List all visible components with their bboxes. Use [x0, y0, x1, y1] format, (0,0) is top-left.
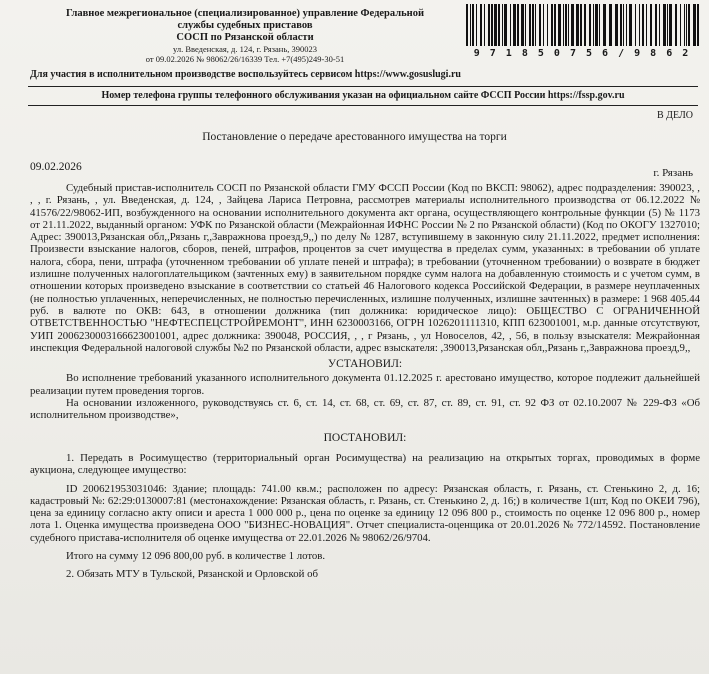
barcode [462, 4, 702, 64]
file-stamp: В ДЕЛО [657, 110, 693, 121]
barcode-bar [551, 4, 553, 46]
barcode-bar [558, 4, 561, 46]
barcode-bar [470, 4, 471, 46]
issuer-header [40, 8, 450, 64]
barcode-bar [529, 4, 531, 46]
barcode-bar [623, 4, 624, 46]
barcode-bar [595, 4, 598, 46]
barcode-bar [599, 4, 600, 46]
lot-block [30, 483, 700, 544]
barcode-bar [669, 4, 672, 46]
total-paragraph: Итого на сумму 12 096 800,00 руб. в количестве 1 лотов. [66, 550, 326, 563]
barcode-bar [491, 4, 493, 46]
gosuslugi-notice: Для участия в исполнительном производстве воспользуйтесь сервисом https://www.gosuslugi.ru [30, 69, 461, 80]
item-1-paragraph: 1. Передать в Росимущество (территориальный орган Росимущества) на реализацию на открытых торгах, проводимых в форме аукциона, следующее имущество: [30, 451, 700, 477]
header-line-3: СОСП по Рязанской области [176, 32, 314, 43]
basis-paragraph: На основании изложенного, руководствуясь ст. 6, ст. 14, ст. 68, ст. 69, ст. 87, ст. 89, ст. 91, ст. 92 ФЗ от 02.10.2007 № 229-ФЗ «Об исполнительном производстве», [30, 397, 700, 422]
barcode-bar [532, 4, 534, 46]
barcode-bar [693, 4, 696, 46]
barcode-bar [650, 4, 652, 46]
barcode-bar [584, 4, 586, 46]
barcode-bar [675, 4, 677, 46]
barcode-bar [510, 4, 511, 46]
barcode-bar [539, 4, 541, 46]
barcode-bar [571, 4, 574, 46]
barcode-bar [525, 4, 526, 46]
header-line-2: службы судебных приставов [177, 20, 313, 31]
barcode-bar [554, 4, 556, 46]
barcode-bar [659, 4, 660, 46]
barcode-bar [615, 4, 618, 46]
header-reference: от 09.02.2026 № 98062/26/16339 Тел. +7(495)249-30-51 [145, 54, 345, 64]
postanovil-heading: ПОСТАНОВИЛ: [323, 431, 407, 444]
item-2-paragraph: 2. Обязать МТУ в Тульской, Рязанской и Орловской об [66, 568, 318, 581]
barcode-bar [565, 4, 567, 46]
barcode-bar [484, 4, 485, 46]
barcode-bar [603, 4, 606, 46]
barcode-bar [504, 4, 507, 46]
document-date: 09.02.2026 [30, 161, 82, 173]
barcode-bar [568, 4, 569, 46]
barcode-bar [684, 4, 685, 46]
barcode-bar [502, 4, 503, 46]
barcode-bar [688, 4, 690, 46]
phone-notice: Номер телефона группы телефонного обслуживания указан на официальном сайте ФССП России https://fssp.gov.ru [28, 86, 698, 106]
barcode-bar [476, 4, 477, 46]
barcode-bar [494, 4, 497, 46]
barcode-bar [472, 4, 474, 46]
barcode-bar [563, 4, 564, 46]
barcode-bar [663, 4, 666, 46]
header-address: ул. Введенская, д. 124, г. Рязань, 390023 [173, 44, 317, 54]
barcode-bar [466, 4, 468, 46]
barcode-bar [609, 4, 612, 46]
barcode-bar [480, 4, 482, 46]
barcode-bar [521, 4, 524, 46]
header-line-1: Главное межрегиональное (специализированное) управление Федеральной [65, 8, 425, 19]
barcode-bar [589, 4, 591, 46]
barcode-bar [667, 4, 668, 46]
barcode-bar [635, 4, 636, 46]
document-city: г. Рязань [653, 167, 693, 179]
intro-paragraph: Судебный пристав-исполнитель СОСП по Рязанской области ГМУ ФССП России (Код по ВКСП: 98062), адрес подразделения: 390023, , , , г. Рязань, , ул. Введенская, д. 124, , Зайцева Лариса Петровна, рассмотрев материалы исполнительного производства от 06.12.2022 № 41576/22/98062-ИП, возбужденного на основании исполнительного документа акт органа, осуществляющего контрольные функции (5) № 1173 от 21.11.2022, выданный органом: УФК по Рязанской области (Межрайонная ИФНС России № 2 по Рязанской области) (Код по ОКОГУ 1327010; Адрес: 390013,Рязанская обл,,Рязань г,,Завражнова проезд,9,,) по делу № 1287, вступившему в законную силу 21.11.2022, предмет исполнения: Произвести взыскание налогов, сборов, пеней, штрафов, процентов за счет имущества в пределах сумм, указанных: в требовании об уплате налога, сбора, пени, штрафа (уточненном требовании об уплате пеней и штрафа); в требовании (уточненном требовании) о возврате в бюджет излишне полученных налогоплательщиком (зачтенных ему) в заявительном порядке сумм налога на добавленную стоимость и с учетом сумм, в отношении которых произведено взыскание в соответствии со статьей 46 Налогового кодекса Российской Федерации, в размере неуплаченных (не полностью уплаченных, неперечисленных, не полностью перечисленных, излишне полученных, излишне зачтенных) в размере: 1 968 405.44 руб. в валюте по ОКВ: 643, в отношении должника (тип должника: юридическое лицо): ОБЩЕСТВО С ОГРАНИЧЕННОЙ ОТВЕТСТВЕННОСТЬЮ "НЕФТЕСПЕЦСТРОЙРЕМОНТ", ИНН 6230003166, ОГРН 1026201111310, КПП 623001001, м.р. данные отсутствуют, УИП 2006230003166623001001, адрес должника: 390048, РОССИЯ, , , г Рязань, , ул Новоселов, 42, , 56, в пользу взыскателя: Межрайонная инспекция Федеральной налоговой службы №2 по Рязанской области, адрес взыскателя: ,390013,Рязанская обл,,Рязань г,,Завражнова проезд,9,, [30, 182, 700, 354]
barcode-bar [680, 4, 681, 46]
barcode-bar [576, 4, 579, 46]
barcode-bar [639, 4, 640, 46]
barcode-bar [543, 4, 544, 46]
barcode-bar [580, 4, 582, 46]
barcode-bar [642, 4, 644, 46]
ustanovil-heading: УСТАНОВИЛ: [327, 358, 403, 371]
barcode-bar [655, 4, 657, 46]
barcode-bar [513, 4, 516, 46]
barcode-bar [517, 4, 519, 46]
barcode-bar [547, 4, 548, 46]
barcode-bar [593, 4, 594, 46]
barcode-bar [646, 4, 647, 46]
barcode-bar [498, 4, 500, 46]
barcode-bar [620, 4, 622, 46]
document-body [30, 182, 700, 581]
lot-description: ID 200621953031046: Здание; площадь: 741.00 кв.м.; расположен по адресу: Рязанская область, г. Рязань, ст. Стенькино 2, д. 16; кадастровый №: 62:29:0130007:81 (местонахождение: Рязанская область, г. Рязань, ст. Стенькино 2, д. 16;) в количестве 1(шт, Код по ОКЕИ 796), цена за единицу согласно акту описи и ареста 1 000 000 р., цена по оценке за единицу 12 096 800 р., стоимость по оценке 12 096 800 р., номер лота 1. Оценка имущества произведена ООО "БИЗНЕС-НОВАЦИЯ". Отчет специалиста-оценщика от 20.01.2026 № 772/14592. Постановление судебного пристава-исполнителя об оценке имущества от 22.01.2026 № 98062/26/9704. [30, 482, 700, 544]
ustanovil-paragraph: Во исполнение требований указанного исполнительного документа 01.12.2025 г. арестовано имущество, которое подлежит дальнейшей реализации путем проведения торгов. [30, 372, 700, 397]
barcode-bar [535, 4, 536, 46]
barcode-bar [626, 4, 627, 46]
barcode-digits: 9 7 1 8 5 0 7 5 6 / 9 8 6 2 [473, 48, 691, 59]
barcode-bar [686, 4, 687, 46]
barcode-bar [697, 4, 699, 46]
barcode-bar [629, 4, 632, 46]
barcode-bars [462, 4, 702, 48]
barcode-bar [488, 4, 490, 46]
document-title: Постановление о передаче арестованного имущества на торги [202, 131, 507, 143]
